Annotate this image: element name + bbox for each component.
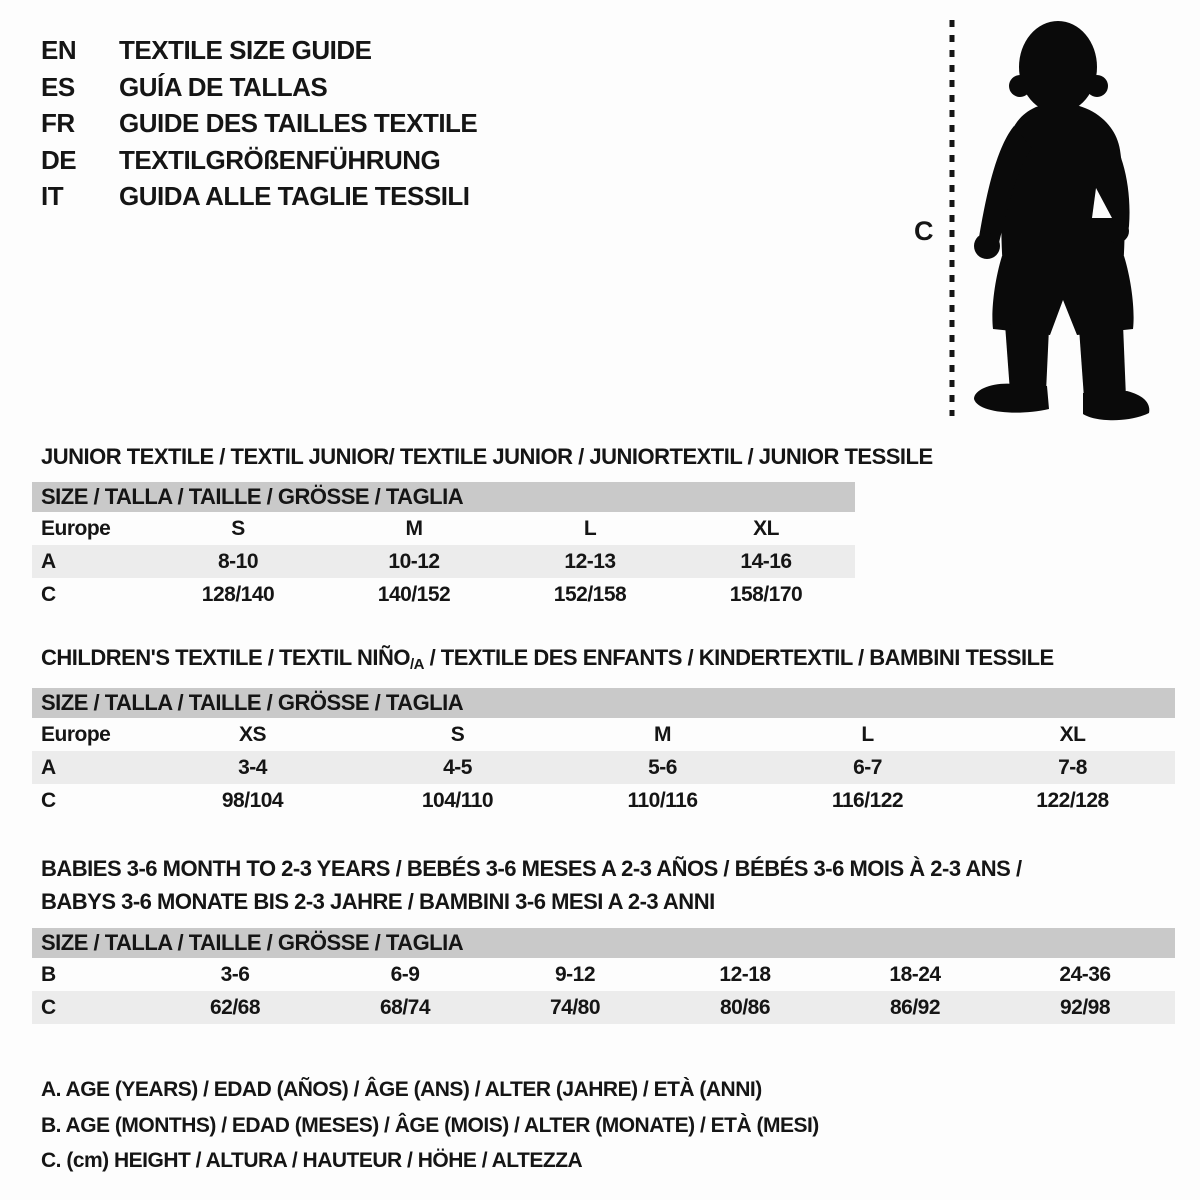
table-cell: L [583,517,597,540]
table-cell: XS [238,723,266,746]
language-row-es [41,69,477,106]
language-title: TEXTILE SIZE GUIDE [119,35,372,65]
table-row-height [32,784,1175,817]
table-cell: 14-16 [740,550,792,573]
table-cell: 3-6 [220,963,250,986]
row-label: A [41,756,56,779]
size-table-babies [32,928,1175,1024]
table-cell: 74/80 [549,996,601,1019]
language-title: GUIDE DES TAILLES TEXTILE [119,108,478,138]
table-cell: XL [753,517,779,540]
table-cell: 110/116 [627,789,698,812]
table-cell: L [861,723,874,746]
table-cell: 140/152 [377,583,451,606]
row-label: C [41,996,56,1019]
table-cell: 128/140 [201,583,275,606]
language-code: FR [41,108,75,138]
footnote-age-years: A. AGE (YEARS) / EDAD (AÑOS) / ÂGE (ANS) / ALTER (JAHRE) / ETÀ (ANNI) [41,1078,762,1101]
table-header-band: SIZE / TALLA / TAILLE / GRÖSSE / TAGLIA [32,482,855,512]
language-title: GUIDA ALLE TAGLIE TESSILI [119,181,470,211]
language-row-en [41,32,477,69]
table-cell: 4-5 [443,756,472,779]
table-cell: 3-4 [238,756,267,779]
table-row-age [32,751,1175,784]
table-cell: 116/122 [831,789,904,812]
table-cell: 86/92 [889,996,941,1019]
language-code: IT [41,181,64,211]
table-cell: 68/74 [379,996,431,1019]
table-cell: 7-8 [1058,756,1087,779]
table-cell: 104/110 [421,789,494,812]
table-cell: 24-36 [1059,963,1111,986]
table-row-europe [32,512,855,545]
height-measure-label: C [914,216,933,246]
table-cell: S [450,723,465,746]
table-header-band: SIZE / TALLA / TAILLE / GRÖSSE / TAGLIA [32,688,1175,718]
size-table-junior [32,482,855,611]
table-cell: 122/128 [1036,789,1109,812]
row-label: A [41,550,56,573]
row-label: B [41,963,56,986]
section-title-junior: JUNIOR TEXTILE / TEXTIL JUNIOR/ TEXTILE JUNIOR / JUNIORTEXTIL / JUNIOR TESSILE [41,444,933,469]
table-cell: 10-12 [388,550,440,573]
table-cell: M [405,517,423,540]
language-title: TEXTILGRÖßENFÜHRUNG [119,144,441,175]
table-cell: M [654,723,671,746]
table-cell: 92/98 [1059,996,1111,1019]
table-header-band: SIZE / TALLA / TAILLE / GRÖSSE / TAGLIA [32,928,1175,958]
table-row-height [32,578,855,611]
table-row-height [32,991,1175,1024]
language-title: GUÍA DE TALLAS [119,71,328,102]
size-table-children [32,688,1175,817]
table-cell: 80/86 [719,996,771,1019]
row-label: C [41,789,56,812]
table-cell: 5-6 [648,756,677,779]
table-cell: 18-24 [889,963,941,986]
table-cell: 12-18 [719,963,771,986]
table-row-age-months [32,958,1175,991]
row-label: Europe [41,723,111,746]
section-title-part: / TEXTILE DES ENFANTS / KINDERTEXTIL / BAMBINI TESSILE [423,645,1054,670]
row-label: C [41,583,56,606]
table-cell: 6-7 [853,756,882,779]
table-cell: 62/68 [209,996,261,1019]
section-title-part: CHILDREN'S TEXTILE / TEXTIL NIÑO [41,645,410,670]
language-list [41,32,477,215]
language-row-fr [41,105,477,142]
table-cell: XL [1059,723,1086,746]
language-row-de [41,142,477,179]
table-cell: 6-9 [390,963,420,986]
section-title-line: BABIES 3-6 MONTH TO 2-3 YEARS / BEBÉS 3-6 MESES A 2-3 AÑOS / BÉBÉS 3-6 MOIS À 2-3 ANS / [41,856,1022,881]
section-title-subscript: /A [409,656,424,673]
row-label: Europe [41,517,111,540]
language-code: DE [41,144,77,175]
table-cell: 98/104 [221,789,284,812]
footnote-age-months: B. AGE (MONTHS) / EDAD (MESES) / ÂGE (MOIS) / ALTER (MONATE) / ETÀ (MESI) [41,1113,819,1137]
table-cell: 152/158 [553,583,627,606]
toddler-silhouette-icon [900,0,1160,430]
language-code: EN [41,35,77,65]
table-cell: S [231,517,245,540]
footnotes [41,1072,819,1179]
section-title-children [41,645,1054,673]
language-code: ES [41,71,75,102]
table-row-europe [32,718,1175,751]
table-cell: 158/170 [729,583,803,606]
section-title-babies [41,852,1022,918]
language-row-it [41,178,477,215]
section-title-line: BABYS 3-6 MONATE BIS 2-3 JAHRE / BAMBINI 3-6 MESI A 2-3 ANNI [41,889,715,914]
toddler-figure [900,0,1160,430]
table-row-age [32,545,855,578]
footnote-height: C. (cm) HEIGHT / ALTURA / HAUTEUR / HÖHE / ALTEZZA [41,1149,583,1172]
table-cell: 8-10 [217,550,259,573]
table-cell: 9-12 [554,963,596,986]
table-cell: 12-13 [564,550,616,573]
